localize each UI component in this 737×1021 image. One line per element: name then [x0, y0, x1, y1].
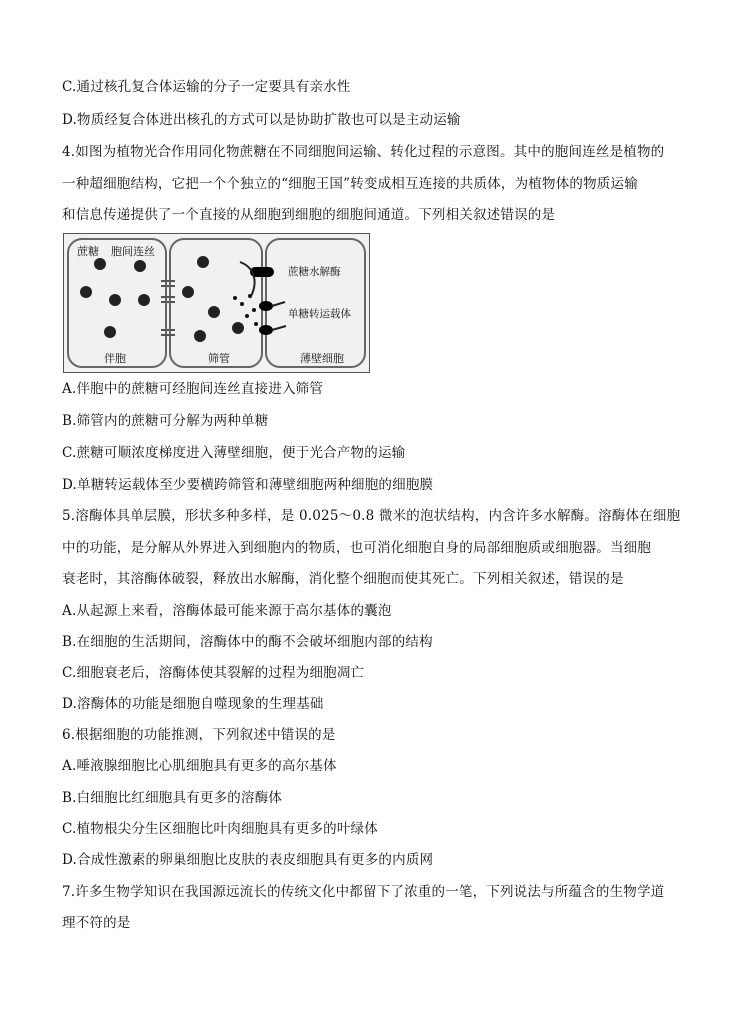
label-parenchyma-cell: 薄壁细胞 [300, 352, 344, 365]
q5-option-a: A.从起源上来看，溶酶体最可能来源于高尔基体的囊泡 [62, 603, 392, 619]
q4-option-a: A.伴胞中的蔗糖可经胞间连丝直接进入筛管 [62, 381, 324, 397]
q6-option-d: D.合成性激素的卵巢细胞比皮肤的表皮细胞具有更多的内质网 [62, 852, 434, 868]
label-transporter: 单糖转运载体 [288, 308, 351, 320]
question-7-stem-line2: 理不符的是 [62, 915, 131, 931]
question-7-stem-line1: 7.许多生物学知识在我国源远流长的传统文化中都留下了浓重的一笔，下列说法与所蕴含的生物学道 [62, 884, 665, 900]
question-4-stem-line3: 和信息传递提供了一个直接的从细胞到细胞的细胞间通道。下列相关叙述错误的是 [62, 207, 556, 223]
label-companion-cell: 伴胞 [104, 352, 126, 365]
question-4-stem-line1: 4.如图为植物光合作用同化物蔗糖在不同细胞间运输、转化过程的示意图。其中的胞间连丝是植物的 [62, 144, 665, 160]
q6-option-a: A.唾液腺细胞比心肌细胞具有更多的高尔基体 [62, 758, 337, 774]
question-4-stem-line2: 一种超细胞结构，它把一个个独立的“细胞王国”转变成相互连接的共质体，为植物体的物质运输 [62, 176, 638, 192]
q6-option-b: B.白细胞比红细胞具有更多的溶酶体 [62, 790, 283, 806]
question-5-stem-line2: 中的功能，是分解从外界进入到细胞内的物质，也可消化细胞自身的局部细胞质或细胞器。当细胞 [62, 540, 652, 556]
label-sieve-tube: 筛管 [208, 352, 230, 365]
label-plasmodesmata: 胞间连丝 [111, 245, 155, 258]
q5-option-c: C.细胞衰老后，溶酶体使其裂解的过程为细胞凋亡 [62, 665, 365, 681]
q6-option-c: C.植物根尖分生区细胞比叶肉细胞具有更多的叶绿体 [62, 821, 378, 837]
question-5-stem-line3: 衰老时，其溶酶体破裂，释放出水解酶，消化整个细胞而使其死亡。下列相关叙述，错误的是 [62, 571, 624, 587]
question-5-stem-line1: 5.溶酶体具单层膜，形状多种多样，是 0.025～0.8 微米的泡状结构，内含许多水解酶。溶酶体在细胞 [62, 508, 681, 524]
label-invertase: 蔗糖水解酶 [288, 266, 341, 278]
sucrose-transport-diagram [63, 233, 370, 373]
label-sucrose: 蔗糖 [77, 245, 99, 258]
q4-option-d: D.单糖转运载体至少要横跨筛管和薄壁细胞两种细胞的细胞膜 [62, 477, 434, 493]
question-6-stem: 6.根据细胞的功能推测，下列叙述中错误的是 [62, 727, 336, 743]
q4-option-c: C.蔗糖可顺浓度梯度进入薄壁细胞，便于光合产物的运输 [62, 445, 406, 461]
q5-option-b: B.在细胞的生活期间，溶酶体中的酶不会破坏细胞内部的结构 [62, 634, 433, 650]
q5-option-d: D.溶酶体的功能是细胞自噬现象的生理基础 [62, 696, 324, 712]
option-c-q3: C.通过核孔复合体运输的分子一定要具有亲水性 [62, 79, 351, 95]
q4-option-b: B.筛管内的蔗糖可分解为两种单糖 [62, 413, 269, 429]
option-d-q3: D.物质经复合体进出核孔的方式可以是协助扩散也可以是主动运输 [62, 112, 461, 128]
